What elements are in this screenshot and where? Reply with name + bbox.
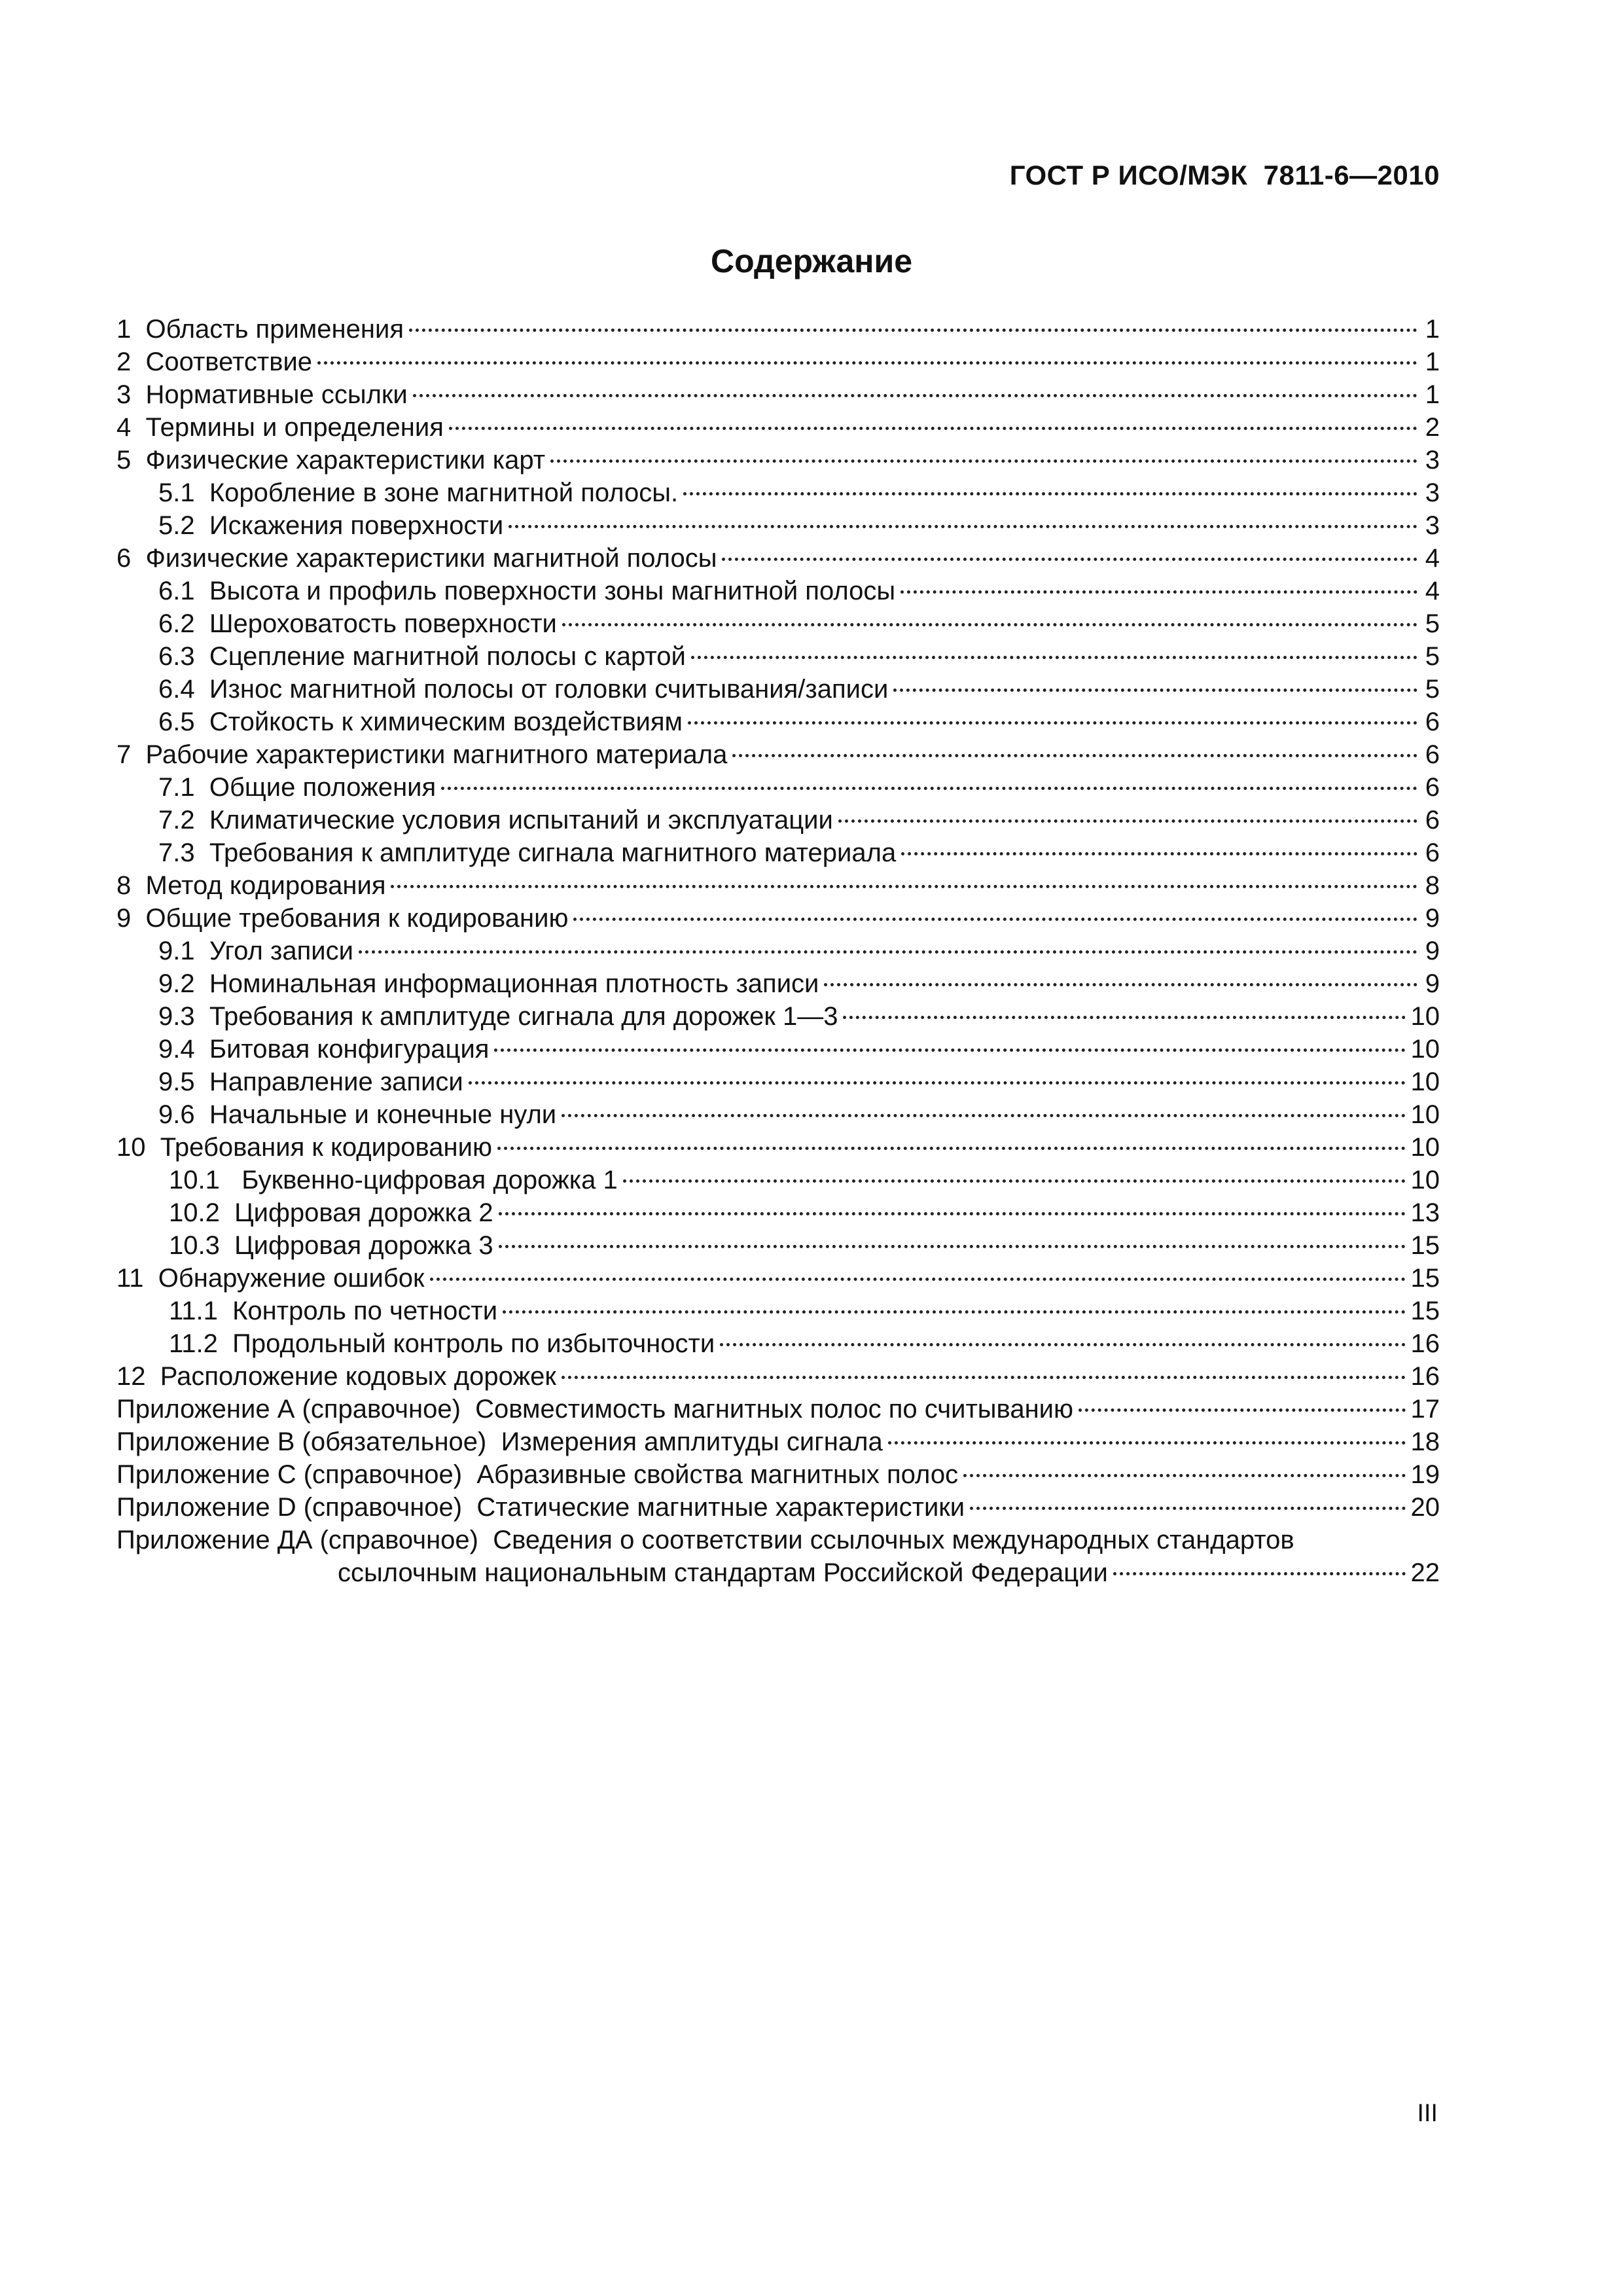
toc-leader-dots: [683, 492, 1418, 495]
toc-entry[interactable]: [116, 1393, 1440, 1426]
toc-entry-text: 3 Нормативные ссылки: [116, 380, 408, 409]
toc-entry-text: 6 Физические характеристики магнитной полосы: [116, 544, 717, 573]
toc-entry-text: 9.4 Битовая конфигурация: [158, 1035, 490, 1064]
toc-entry-page: 10: [1410, 1100, 1440, 1129]
toc-leader-dots: [441, 787, 1418, 790]
toc-entry-page: 5: [1425, 675, 1440, 704]
toc-entry[interactable]: [116, 607, 1440, 640]
toc-leader-dots: [494, 1049, 1405, 1052]
toc-entry-text: 5.2 Искажения поверхности: [158, 511, 504, 540]
toc-leader-dots: [508, 525, 1418, 528]
toc-entry-page: 16: [1410, 1362, 1440, 1391]
toc-entry-text: 5 Физические характеристики карт: [116, 446, 546, 475]
toc-leader-dots: [499, 1245, 1406, 1248]
toc-leader-dots: [824, 983, 1418, 986]
toc-entry-multiline-continuation[interactable]: [116, 1556, 1440, 1589]
toc-entry-text: 8 Метод кодирования: [116, 871, 386, 900]
toc-leader-dots: [562, 623, 1418, 626]
toc-entry-page: 19: [1410, 1460, 1440, 1489]
toc-entry[interactable]: [116, 902, 1440, 935]
toc-entry-text: 10 Требования к кодированию: [116, 1133, 492, 1162]
toc-entry-text: 6.3 Сцепление магнитной полосы с картой: [158, 642, 686, 671]
toc-entry-text: 1 Область применения: [116, 315, 404, 344]
toc-leader-dots: [732, 754, 1418, 757]
toc-leader-dots: [409, 329, 1418, 332]
toc-leader-dots: [838, 819, 1418, 823]
toc-leader-dots: [888, 1441, 1406, 1444]
toc-leader-dots: [497, 1147, 1406, 1150]
toc-leader-dots: [843, 1016, 1405, 1019]
toc-leader-dots: [688, 721, 1418, 725]
toc-entry[interactable]: [116, 935, 1440, 967]
toc-entry-text: 12 Расположение кодовых дорожек: [116, 1362, 556, 1391]
toc-entry[interactable]: [116, 575, 1440, 607]
toc-entry-page: 6: [1425, 708, 1440, 736]
toc-entry-page: 5: [1425, 609, 1440, 638]
toc-entry-text: 6.1 Высота и профиль поверхности зоны магнитной полосы: [158, 577, 896, 605]
toc-leader-dots: [430, 1278, 1406, 1281]
toc-entry-text: 9.2 Номинальная информационная плотность записи: [158, 969, 819, 998]
toc-entry-page: 1: [1425, 315, 1440, 344]
toc-leader-dots: [562, 1114, 1405, 1117]
toc-entry[interactable]: [116, 1262, 1440, 1295]
toc-entry-page: 3: [1425, 511, 1440, 540]
toc-leader-dots: [573, 918, 1418, 921]
toc-title: Содержание: [710, 243, 913, 279]
toc-entry[interactable]: [116, 1098, 1440, 1131]
toc-entry[interactable]: [116, 673, 1440, 706]
toc-leader-dots: [503, 1310, 1405, 1314]
toc-leader-dots: [469, 1081, 1406, 1085]
toc-entry[interactable]: [116, 869, 1440, 902]
toc-entry-text: 9.3 Требования к амплитуде сигнала для дорожек 1—3: [158, 1002, 838, 1031]
toc-entry-text: 10.1 Буквенно-цифровая дорожка 1: [169, 1166, 618, 1194]
toc-entry-page: 2: [1425, 413, 1440, 442]
toc-entry[interactable]: [116, 1131, 1440, 1164]
toc-leader-dots: [1079, 1408, 1405, 1412]
toc-entry-text: 9.6 Начальные и конечные нули: [158, 1100, 557, 1129]
toc-leader-dots: [550, 459, 1418, 463]
toc-entry-multiline-first[interactable]: [116, 1524, 1440, 1556]
toc-entry-text: 5.1 Коробление в зоне магнитной полосы.: [158, 478, 679, 507]
toc-entry-page: 15: [1410, 1297, 1440, 1325]
toc-entry[interactable]: [116, 1033, 1440, 1066]
toc-entry-text: 7.1 Общие положения: [158, 773, 437, 802]
toc-entry-page: 10: [1410, 1166, 1440, 1194]
toc-entry-text: 6.5 Стойкость к химическим воздействиям: [158, 708, 683, 736]
toc-entry-page: 4: [1425, 577, 1440, 605]
toc-leader-dots: [359, 950, 1418, 954]
toc-entry[interactable]: [116, 476, 1440, 509]
toc-entry-page: 10: [1410, 1035, 1440, 1064]
toc-entry[interactable]: [116, 1327, 1440, 1360]
toc-entry-text: 11.2 Продольный контроль по избыточности: [169, 1329, 715, 1358]
toc-leader-dots: [893, 689, 1418, 692]
toc-entry-page: 3: [1425, 446, 1440, 475]
document-code: ГОСТ Р ИСО/МЭК 7811-6—2010: [1009, 160, 1440, 190]
toc-leader-dots: [449, 427, 1418, 430]
toc-entry[interactable]: [116, 444, 1440, 476]
toc-entry-text: 7.2 Климатические условия испытаний и эксплуатации: [158, 806, 833, 834]
toc-entry[interactable]: [116, 771, 1440, 804]
toc-entry-page: 6: [1425, 773, 1440, 802]
toc-entry-page: 6: [1425, 740, 1440, 769]
toc-entry-page: 9: [1425, 969, 1440, 998]
toc-leader-dots: [623, 1179, 1406, 1183]
toc-entry[interactable]: [116, 313, 1440, 346]
table-of-contents: [116, 313, 1440, 1589]
toc-entry-page: 18: [1410, 1427, 1440, 1456]
toc-entry-text: 10.3 Цифровая дорожка 3: [169, 1231, 493, 1260]
toc-entry-text: Приложение А (справочное) Совместимость магнитных полос по считыванию: [116, 1395, 1074, 1424]
toc-entry-page: 8: [1425, 871, 1440, 900]
toc-entry[interactable]: [116, 378, 1440, 411]
toc-entry-text: 11.1 Контроль по четности: [169, 1297, 498, 1325]
toc-entry-text: 6.2 Шероховатость поверхности: [158, 609, 557, 638]
toc-entry[interactable]: [116, 706, 1440, 738]
toc-entry-text: 2 Соответствие: [116, 348, 313, 376]
toc-entry-text: 9.5 Направление записи: [158, 1067, 463, 1096]
toc-entry-page: 1: [1425, 380, 1440, 409]
toc-entry-text: Приложение ДА (справочное) Сведения о соответствии ссылочных международных стандартов: [116, 1526, 1294, 1554]
toc-entry[interactable]: [116, 967, 1440, 1000]
toc-entry-page: 9: [1425, 937, 1440, 965]
toc-entry[interactable]: [116, 1229, 1440, 1262]
toc-entry[interactable]: [116, 542, 1440, 575]
toc-entry-text: Приложение С (справочное) Абразивные свойства магнитных полос: [116, 1460, 959, 1489]
toc-entry[interactable]: [116, 509, 1440, 542]
toc-entry-page: 20: [1410, 1493, 1440, 1522]
toc-leader-dots: [562, 1376, 1406, 1379]
toc-leader-dots: [391, 885, 1418, 888]
toc-entry[interactable]: [116, 1000, 1440, 1033]
toc-entry-page: 10: [1410, 1002, 1440, 1031]
toc-leader-dots: [499, 1212, 1406, 1215]
toc-leader-dots: [317, 361, 1418, 365]
toc-entry-text: 7 Рабочие характеристики магнитного материала: [116, 740, 728, 769]
toc-entry[interactable]: [116, 1295, 1440, 1327]
toc-entry[interactable]: [116, 1196, 1440, 1229]
toc-entry-text: 9.1 Угол записи: [158, 937, 353, 965]
toc-entry[interactable]: [116, 804, 1440, 836]
toc-entry-page: 3: [1425, 478, 1440, 507]
page-number: III: [1417, 2100, 1438, 2127]
toc-entry[interactable]: [116, 640, 1440, 673]
toc-entry-text: 10.2 Цифровая дорожка 2: [169, 1198, 493, 1227]
toc-entry-page: 15: [1410, 1231, 1440, 1260]
toc-entry-page: 10: [1410, 1133, 1440, 1162]
toc-entry-text: 6.4 Износ магнитной полосы от головки считывания/записи: [158, 675, 889, 704]
toc-leader-dots: [413, 394, 1418, 397]
toc-entry[interactable]: [116, 1164, 1440, 1196]
toc-entry-page: 15: [1410, 1264, 1440, 1293]
toc-leader-dots: [720, 1343, 1405, 1346]
toc-entry-page: 5: [1425, 642, 1440, 671]
toc-leader-dots: [1113, 1572, 1406, 1575]
toc-entry[interactable]: [116, 1426, 1440, 1458]
toc-entry-page: 4: [1425, 544, 1440, 573]
toc-leader-dots: [970, 1507, 1405, 1510]
toc-entry[interactable]: [116, 1066, 1440, 1098]
toc-entry-page: 10: [1410, 1067, 1440, 1096]
toc-entry-text: 9 Общие требования к кодированию: [116, 904, 569, 933]
toc-entry-text: 7.3 Требования к амплитуде сигнала магнитного материала: [158, 838, 897, 867]
toc-entry[interactable]: [116, 346, 1440, 378]
toc-entry-text: 4 Термины и определения: [116, 413, 444, 442]
toc-entry[interactable]: [116, 836, 1440, 869]
toc-entry-text: Приложение В (обязательное) Измерения амплитуды сигнала: [116, 1427, 883, 1456]
toc-entry-page: 6: [1425, 838, 1440, 867]
toc-leader-dots: [963, 1474, 1405, 1477]
toc-entry-page: 17: [1410, 1395, 1440, 1424]
toc-entry[interactable]: [116, 738, 1440, 771]
toc-entry-text: ссылочным национальным стандартам Российской Федерации: [338, 1558, 1108, 1587]
toc-entry-page: 13: [1410, 1198, 1440, 1227]
toc-entry[interactable]: [116, 411, 1440, 444]
toc-entry[interactable]: [116, 1491, 1440, 1524]
toc-entry-text: Приложение D (справочное) Статические магнитные характеристики: [116, 1493, 965, 1522]
toc-entry-page: 6: [1425, 806, 1440, 834]
toc-entry-text: 11 Обнаружение ошибок: [116, 1264, 425, 1293]
toc-leader-dots: [691, 656, 1418, 659]
toc-entry[interactable]: [116, 1458, 1440, 1491]
toc-leader-dots: [722, 558, 1418, 561]
toc-entry[interactable]: [116, 1360, 1440, 1393]
toc-entry-page: 1: [1425, 348, 1440, 376]
toc-entry-page: 9: [1425, 904, 1440, 933]
toc-leader-dots: [901, 590, 1418, 594]
toc-entry-page: 16: [1410, 1329, 1440, 1358]
toc-entry-page: 22: [1410, 1558, 1440, 1587]
toc-leader-dots: [901, 852, 1418, 855]
